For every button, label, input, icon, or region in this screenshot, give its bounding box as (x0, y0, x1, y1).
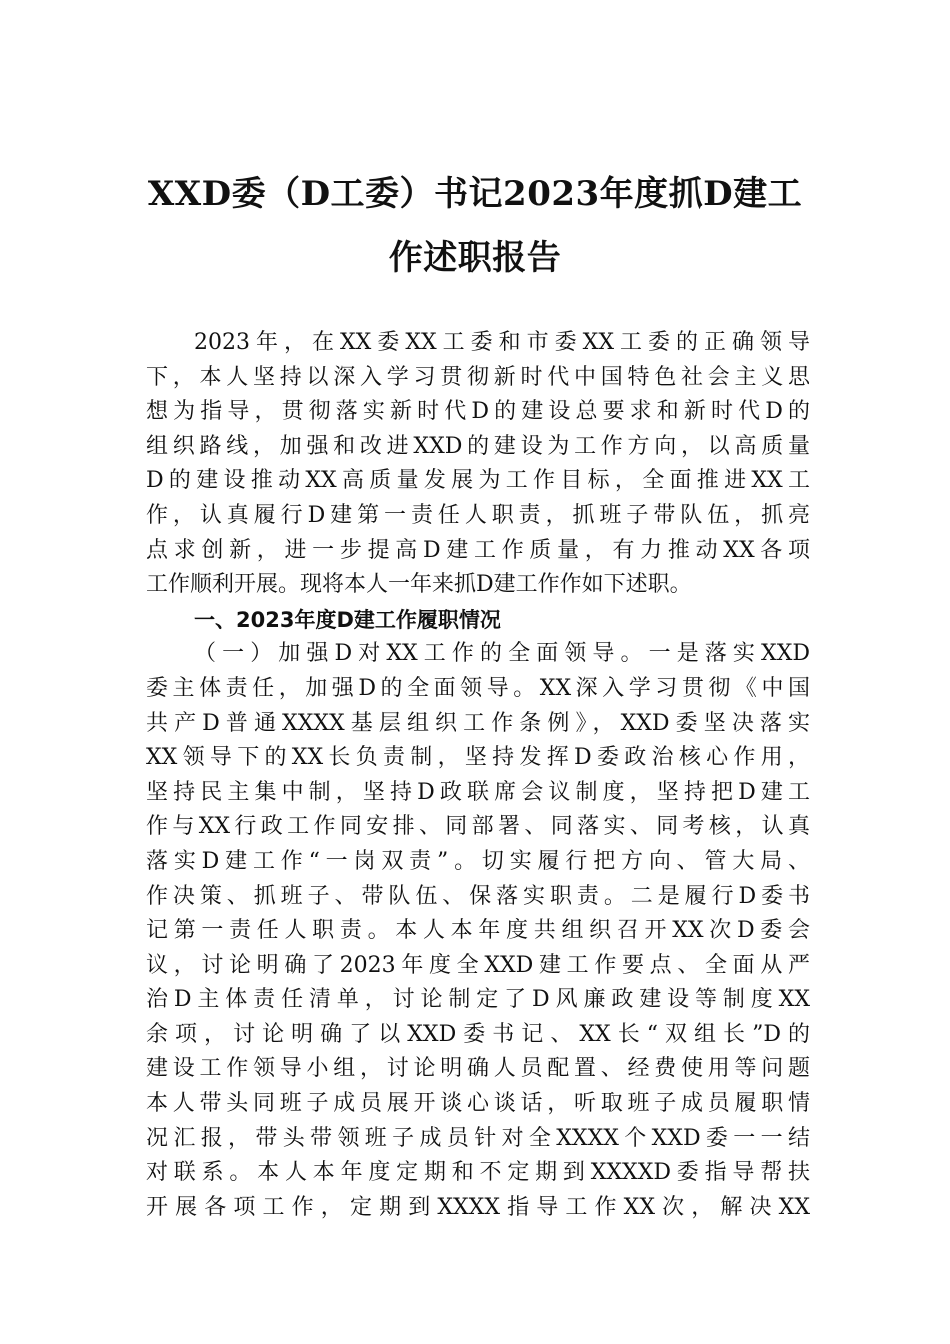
paragraph-line: 开展各项工作，定期到XXXX指导工作XX次，解决XX (146, 1194, 810, 1220)
paragraph-line: 落实D建工作“一岗双责”。切实履行把方向、管大局、 (146, 848, 810, 874)
paragraph-line: 下，本人坚持以深入学习贯彻新时代中国特色社会主义思 (146, 364, 810, 390)
document-title-line-1: XXD委（D工委）书记2023年度抓D建工 (147, 174, 803, 214)
paragraph-line: 本人带头同班子成员展开谈心谈话，听取班子成员履职情 (146, 1091, 810, 1117)
paragraph-line: 想为指导，贯彻落实新时代D的建设总要求和新时代D的 (146, 399, 810, 425)
paragraph-line: XX领导下的XX长负责制，坚持发挥D委政治核心作用， (146, 745, 810, 771)
paragraph-line: （一）加强D对XX工作的全面领导。一是落实XXD (194, 641, 810, 667)
paragraph-line: 议，讨论明确了2023年度全XXD建工作要点、全面从严 (146, 952, 810, 978)
paragraph-line: 作与XX行政工作同安排、同部署、同落实、同考核，认真 (146, 814, 810, 840)
paragraph-line: 作决策、抓班子、带队伍、保落实职责。二是履行D委书 (146, 883, 810, 909)
document-title-line-2: 作述职报告 (388, 238, 562, 278)
paragraph-line: 记第一责任人职责。本人本年度共组织召开XX次D委会 (146, 918, 810, 944)
paragraph-line: 组织路线，加强和改进XXD的建设为工作方向，以高质量 (146, 433, 810, 459)
paragraph-line: 2023年，在XX委XX工委和市委XX工委的正确领导 (194, 330, 810, 355)
document-body (146, 326, 810, 1225)
paragraph-line: 况汇报，带头带领班子成员针对全XXXX个XXD委一一结 (146, 1125, 810, 1151)
section-heading: 一、2023年度D建工作履职情况 (194, 607, 501, 632)
paragraph-line: 坚持民主集中制，坚持D政联席会议制度，坚持把D建工 (146, 779, 810, 805)
paragraph-line: 点求创新，进一步提高D建工作质量，有力推动XX各项 (146, 537, 810, 563)
paragraph-line: 对联系。本人本年度定期和不定期到XXXXD委指导帮扶 (146, 1160, 810, 1186)
paragraph-line: 共产D普通XXXX基层组织工作条例》，XXD委坚决落实 (146, 710, 810, 736)
paragraph-line: 治D主体责任清单，讨论制定了D风廉政建设等制度XX (146, 987, 810, 1013)
paragraph-line: 建设工作领导小组，讨论明确人员配置、经费使用等问题 (146, 1056, 810, 1082)
paragraph-line: 作，认真履行D建第一责任人职责，抓班子带队伍，抓亮 (146, 502, 810, 528)
paragraph-line: 工作顺利开展。现将本人一年来抓D建工作作如下述职。 (146, 572, 692, 598)
paragraph-line: 余项，讨论明确了以XXD委书记、XX长“双组长”D的 (146, 1021, 810, 1047)
paragraph-line: D的建设推动XX高质量发展为工作目标，全面推进XX工 (146, 468, 810, 494)
paragraph-line: 委主体责任，加强D的全面领导。XX深入学习贯彻《中国 (146, 675, 810, 701)
